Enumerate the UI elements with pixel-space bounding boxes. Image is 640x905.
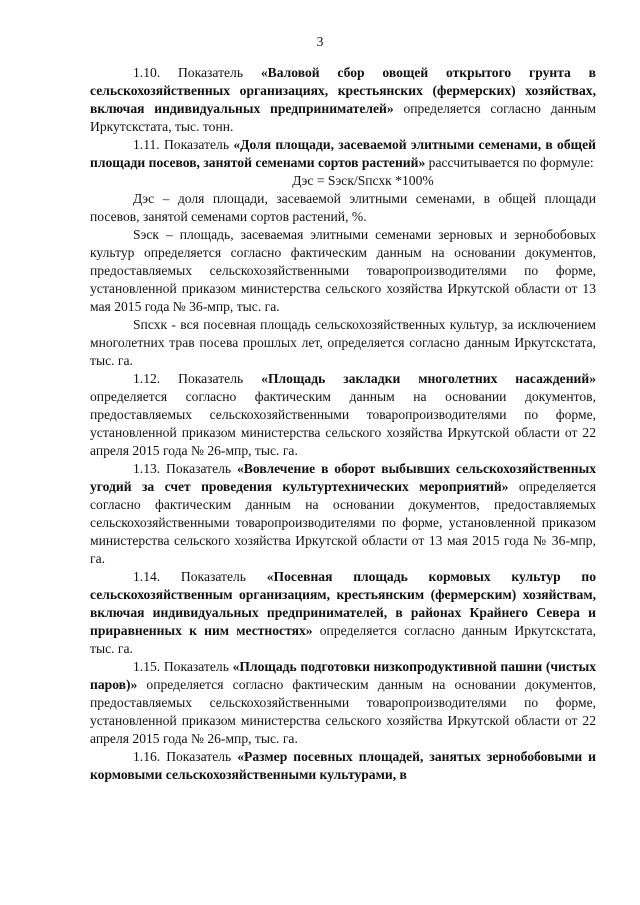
paragraph-1-15 (90, 658, 596, 748)
paragraph-1-13 (90, 460, 596, 568)
item-lead: 1.15. Показатель (133, 659, 233, 674)
item-tail: определяется согласно фактическим данным на основании документов, предоставляемых сельскохозяйственными товаропроизводителями по форме, установленной приказом министерства сельского хозяйства Иркутской области от 13 мая 2015 года № 36-мпр, га. (90, 479, 596, 566)
item-tail: определяется согласно фактическим данным на основании документов, предоставляемых сельскохозяйственными товаропроизводителями по форме, установленной приказом министерства сельского хозяйства Иркутской области от 22 апреля 2015 года № 26-мпр, тыс. га. (90, 677, 596, 746)
paragraph-1-16 (90, 748, 596, 784)
item-lead: 1.12. Показатель (133, 371, 262, 386)
item-lead: 1.14. Показатель (133, 569, 267, 584)
indicator-title: «Валовой сбор овощей открытого грунта в сельскохозяйственных организациях, крестьянских (фермерских) хозяйствах, включая индивидуальных предпринимателей» (90, 65, 596, 116)
indicator-title: «Размер посевных площадей, занятых зернобобовыми и кормовыми сельскохозяйственными культурами, в (90, 749, 596, 782)
item-lead: 1.13. Показатель (133, 461, 237, 476)
formula: Дэс = Sэск/Sпсхк *100% (292, 173, 434, 188)
formula-definition-spshk: Sпсхк - вся посевная площадь сельскохозяйственных культур, за исключением многолетних трав посева прошлых лет, определяется согласно данным Иркутскстата, тыс. га. (90, 317, 596, 368)
paragraph-1-10 (90, 64, 596, 136)
item-tail: определяется согласно данным Иркутскстата, тыс. га. (90, 623, 596, 656)
item-lead: 1.11. Показатель (133, 137, 234, 152)
item-tail: определяется согласно фактическим данным на основании документов, предоставляемых сельскохозяйственными товаропроизводителями по форме, установленной приказом министерства сельского хозяйства Иркутской области от 22 апреля 2015 года № 26-мпр, тыс. га. (90, 389, 596, 458)
indicator-title: «Доля площади, засеваемой элитными семенами, в общей площади посевов, занятой семенами сортов растений» (90, 137, 596, 170)
indicator-title: «Посевная площадь кормовых культур по сельскохозяйственным организациям, крестьянским (фермерским) хозяйствам, включая индивидуальных предпринимателей, в районах Крайнего Севера и приравненных к ним местностях» (90, 569, 596, 638)
formula-definition-des: Дэс – доля площади, засеваемой элитными семенами, в общей площади посевов, занятой семенами сортов растений, %. (90, 191, 596, 224)
paragraph-1-11 (90, 136, 596, 172)
item-lead: 1.10. Показатель (133, 65, 261, 80)
paragraph-1-12 (90, 370, 596, 460)
indicator-title: «Площадь подготовки низкопродуктивной пашни (чистых паров)» (90, 659, 596, 692)
item-tail: определяется согласно данным Иркутскстата, тыс. тонн. (90, 101, 596, 134)
item-lead: 1.16. Показатель (133, 749, 238, 764)
item-tail: рассчитывается по формуле: (425, 155, 594, 170)
page-number: 3 (316, 34, 324, 49)
paragraph-1-14 (90, 568, 596, 658)
indicator-title: «Вовлечение в оборот выбывших сельскохозяйственных угодий за счет проведения культуртехнических мероприятий» (90, 461, 596, 494)
formula-definition-sesk: Sэск – площадь, засеваемая элитными семенами зерновых и зернобобовых культур определяется согласно фактическим данным на основании документов, предоставляемых сельскохозяйственными товаропроизводителями по форме, установленной приказом министерства сельского хозяйства Иркутской области от 13 мая 2015 года № 36-мпр, тыс. га. (90, 227, 596, 314)
indicator-title: «Площадь закладки многолетних насаждений» (261, 371, 596, 386)
document-body (90, 64, 596, 784)
